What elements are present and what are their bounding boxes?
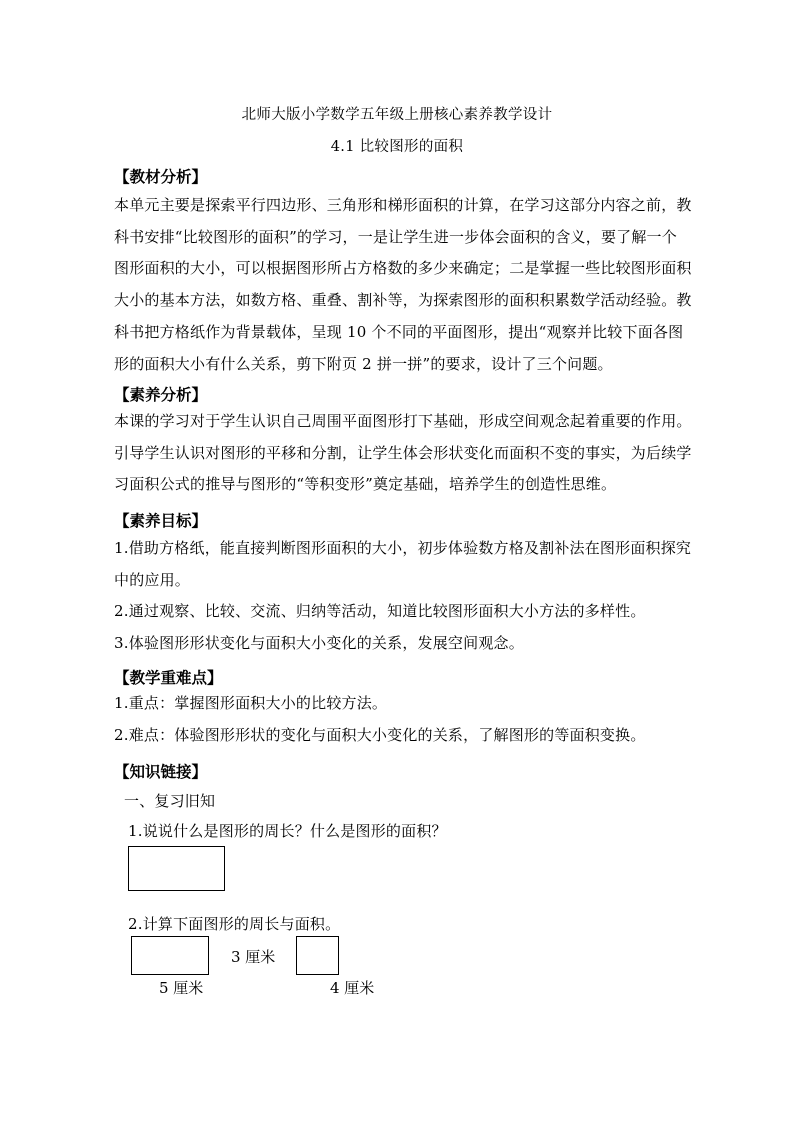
question-1: 1.说说什么是图形的周长？什么是图形的面积？: [128, 822, 447, 840]
text-line: 形的面积大小有什么关系，剪下附页 2 拼一拼”的要求，设计了三个问题。: [114, 354, 613, 373]
key-difficulties-list: [114, 688, 682, 751]
text-line: 科书把方格纸作为背景载体，呈现 10 个不同的平面图形，提出“观察并比较下面各图: [114, 322, 684, 341]
heading-key-difficulties: 【教学重难点】: [114, 668, 223, 687]
heading-textbook-analysis: 【教材分析】: [114, 167, 208, 186]
rectangle-width-label: 5 厘米: [159, 979, 204, 997]
rectangle-5x3-figure: [131, 936, 209, 975]
keypoint-item: 1.重点：掌握图形面积大小的比较方法。: [114, 694, 388, 712]
heading-literacy-goals: 【素养目标】: [114, 511, 208, 530]
text-line: 习面积公式的推导与图形的“等积变形”奠定基础，培养学生的创造性思维。: [114, 475, 617, 494]
square-figure: [296, 936, 339, 975]
goal-item-continued: 中的应用。: [114, 570, 191, 589]
text-line: 本单元主要是探索平行四边形、三角形和梯形面积的计算，在学习这部分内容之前，教: [114, 196, 692, 214]
review-heading: 一、复习旧知: [124, 792, 216, 810]
text-line: 大小的基本方法，如数方格、重叠、割补等，为探索图形的面积积累数学活动经验。教: [114, 291, 692, 310]
document-title: 北师大版小学数学五年级上册核心素养教学设计: [241, 107, 553, 123]
keypoint-item: 2.难点：体验图形形状的变化与面积大小变化的关系，了解图形的等面积变换。: [114, 725, 646, 744]
goal-item: 1.借助方格纸，能直接判断图形面积的大小，初步体验数方格及割补法在图形面积探究: [114, 539, 692, 557]
rectangle-height-label: 3 厘米: [231, 948, 276, 966]
heading-knowledge-links: 【知识链接】: [114, 762, 208, 781]
textbook-analysis-paragraph: [114, 190, 692, 380]
goal-item: 3.体验图形形状变化与面积大小变化的关系，发展空间观念。: [114, 634, 524, 653]
goal-item: 2.通过观察、比较、交流、归纳等活动，知道比较图形面积大小方法的多样性。: [114, 602, 646, 621]
question-2: 2.计算下面图形的周长与面积。: [128, 915, 341, 933]
text-line: 本课的学习对于学生认识自己周围平面图形打下基础，形成空间观念起着重要的作用。: [114, 412, 692, 430]
lesson-title: 4.1 比较图形的面积: [330, 139, 464, 155]
text-line: 引导学生认识对图形的平移和分割，让学生体会形状变化而面积不变的事实，为后续学: [114, 443, 692, 462]
literacy-goals-list: [114, 533, 692, 660]
rectangle-figure: [128, 846, 225, 891]
literacy-analysis-paragraph: [114, 406, 692, 501]
text-line: 图形面积的大小，可以根据图形所占方格数的多少来确定；二是掌握一些比较图形面积: [114, 259, 692, 278]
text-line: 科书安排“比较图形的面积”的学习，一是让学生进一步体会面积的含义，要了解一个: [114, 227, 677, 246]
square-side-label: 4 厘米: [330, 979, 375, 997]
heading-literacy-analysis: 【素养分析】: [114, 385, 208, 404]
